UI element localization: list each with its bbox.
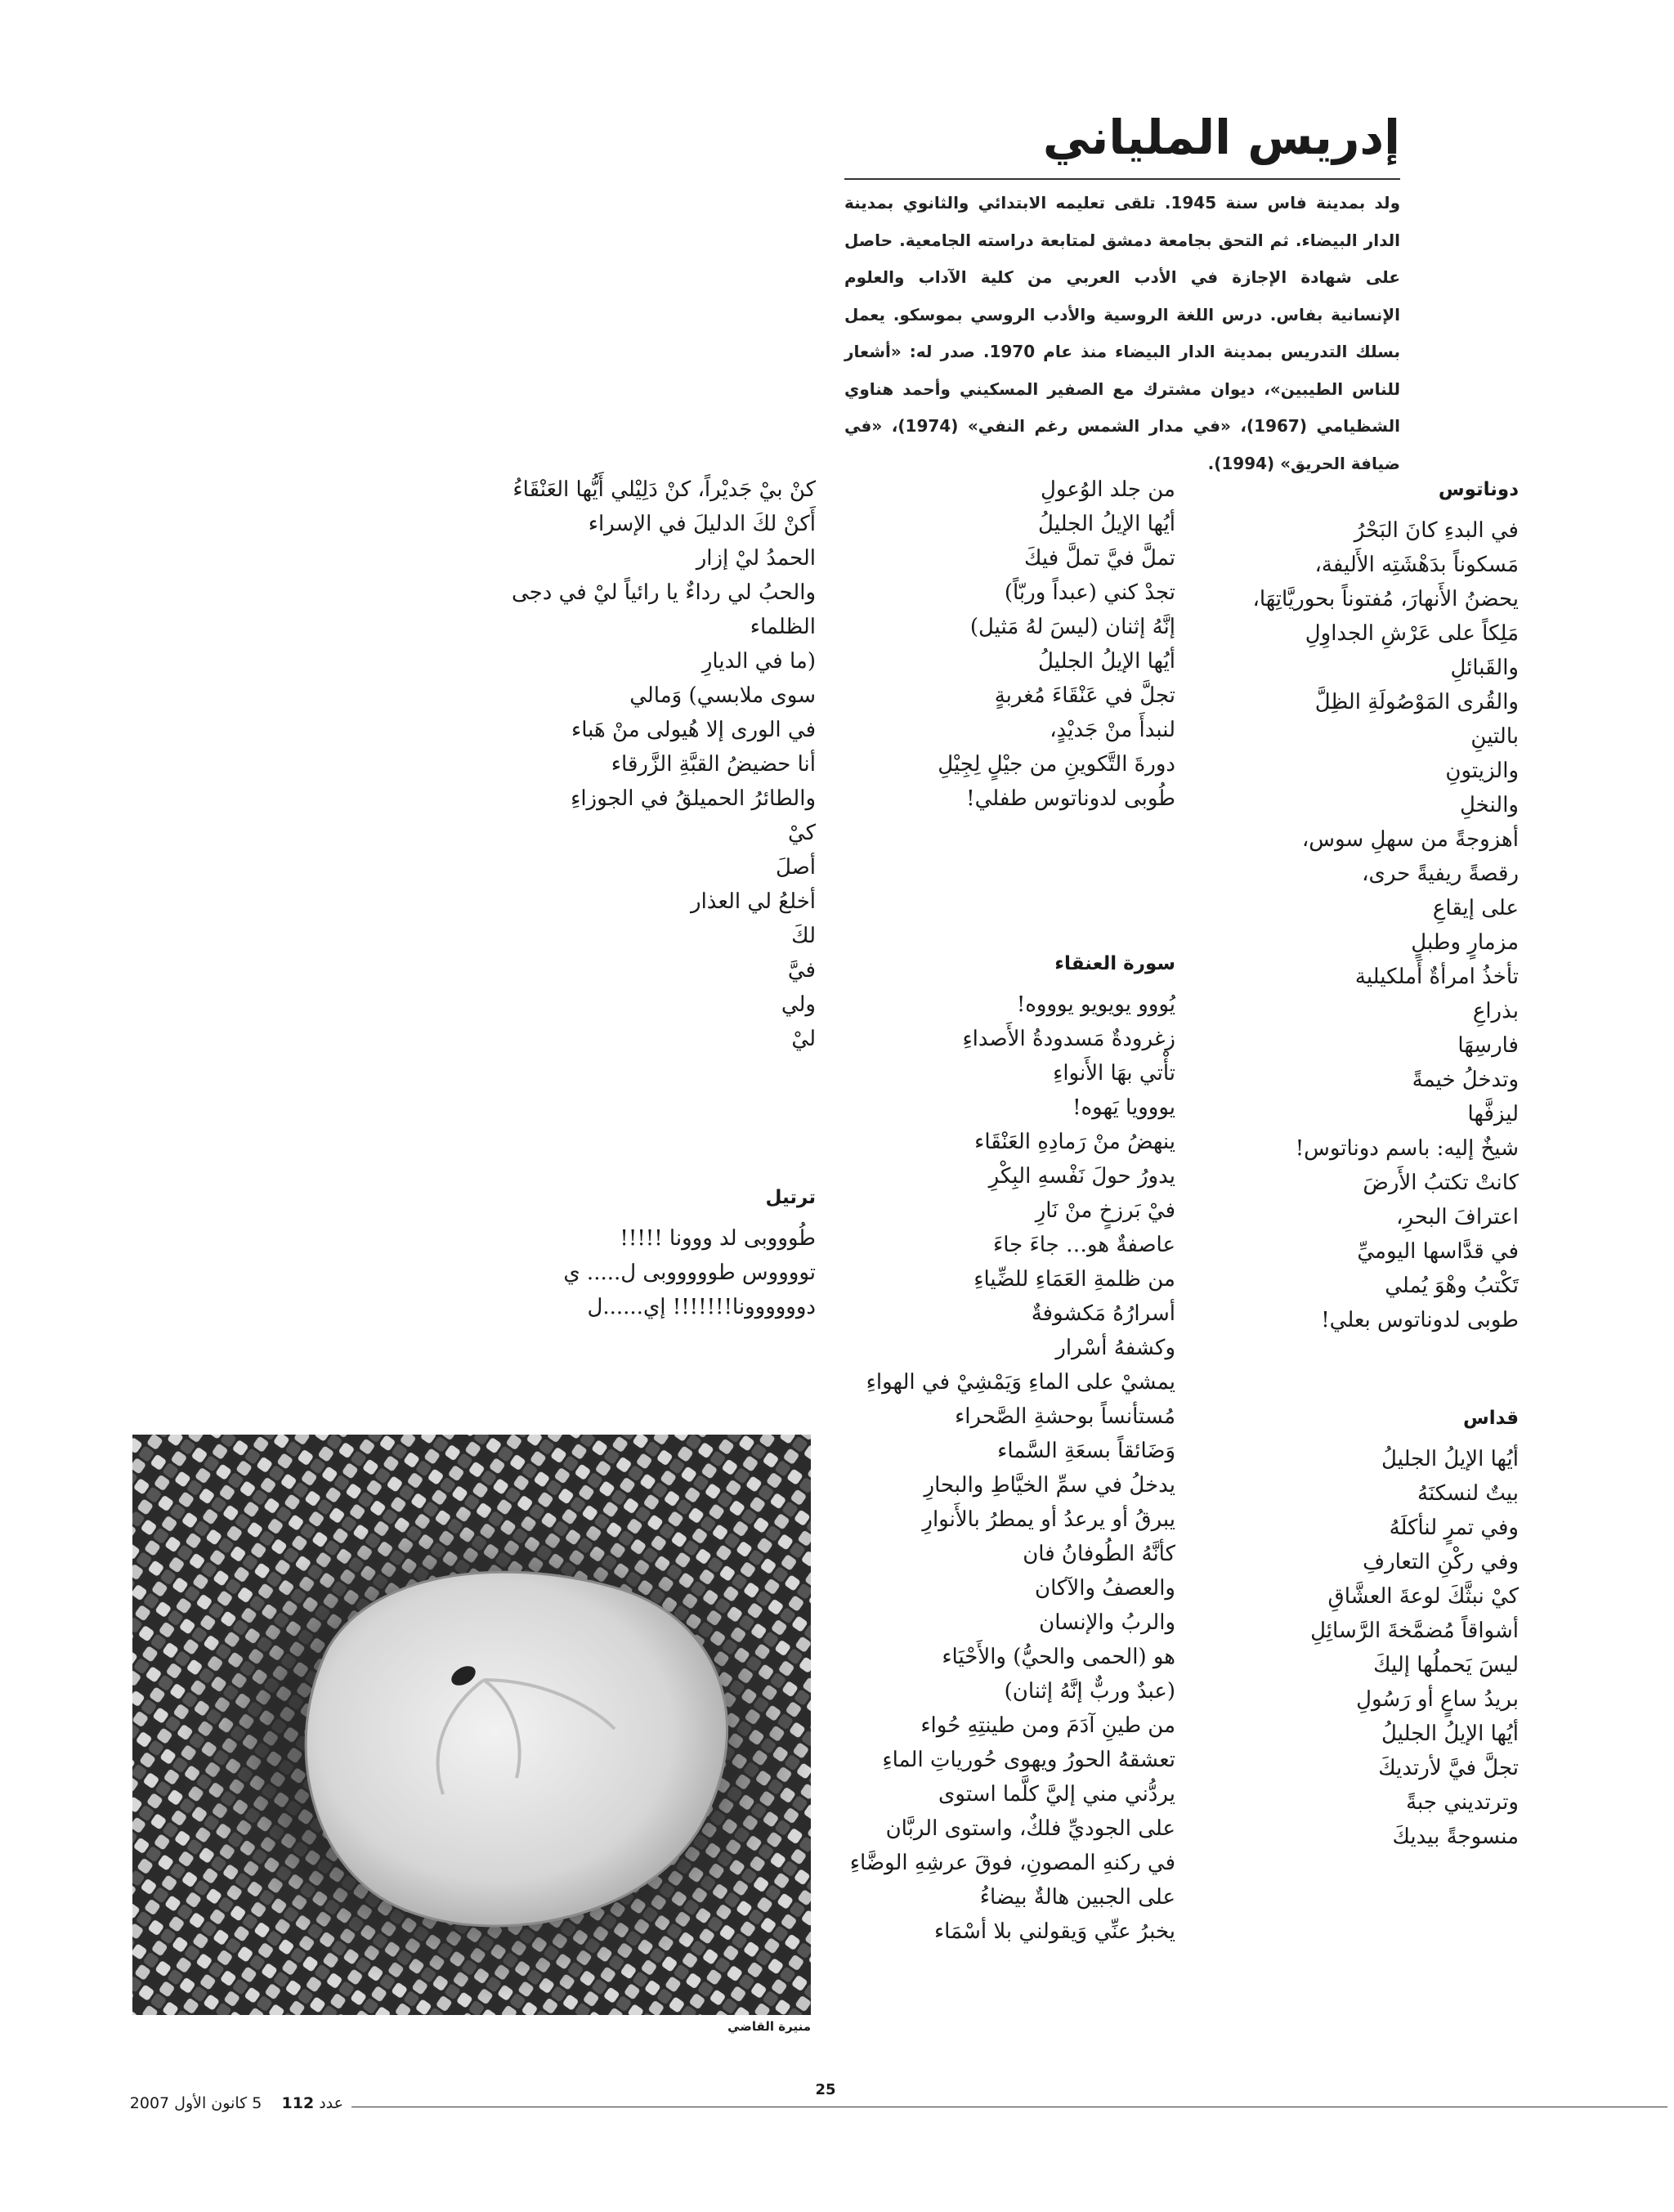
poem-line: أخلعُ لي العذار [691, 889, 816, 914]
poem-line: إنَّهُ إثنان (ليسَ لهُ مَثيل) [969, 615, 1175, 639]
poem-line: أيُها الإيلُ الجليلُ [1381, 1722, 1519, 1746]
poem-line: والقَبائلِ [1450, 656, 1519, 680]
poem-donatus [1252, 513, 1519, 1337]
poem-line: بذراعِ [1472, 999, 1519, 1023]
poem-line: أصلَ [776, 855, 816, 880]
poem-line: من ظلمةِ العَمَاءِ للضِّياءِ [974, 1267, 1175, 1292]
poem-line: مَسكوناً بدَهْشَتِه الأَليفة، [1314, 553, 1519, 577]
poem-line: تملَّ فيَّ تملَّ فيكَ [1024, 546, 1175, 571]
poem-line: هو (الحمى والحيُّ) والأَحْيَاء [942, 1645, 1175, 1669]
author-name: إدريس الملياني [1042, 110, 1400, 165]
poem-line: في قدَّاسها اليوميِّ [1357, 1239, 1519, 1264]
poem-line: وفي تمرٍ لنأكلَهُ [1389, 1516, 1519, 1540]
poem-line: مُستأنساً بوحشةِ الصَّحراء [955, 1404, 1175, 1429]
poem-line: والنخلِ [1459, 793, 1519, 817]
poem-line: ولي [781, 992, 816, 1017]
poem-line: دورةَ التَّكوينِ من جيْلٍ لِجِيْلِ [938, 752, 1175, 777]
poem-line: فيَّ [787, 958, 816, 983]
issue-info [131, 2094, 343, 2112]
poem-line: والطائرُ الحميلقُ في الجوزاءِ [571, 786, 816, 811]
issue-number: 112 [281, 2094, 315, 2112]
poem-line: اعترافَ البحرِ، [1396, 1205, 1519, 1229]
poem-line: والربُ والإنسان [1039, 1610, 1175, 1635]
poem-line: مَلِكاً على عَرْشِ الجداوِلِ [1305, 621, 1519, 646]
poem-line: تأْتي بهَا الأَنواءِ [1053, 1061, 1175, 1086]
poem-line: وكشفهُ أسْرار [1055, 1336, 1175, 1360]
poem-line: من جلد الوُعولِ [1041, 477, 1175, 502]
poem-line: في الورى إلا هُيولى منْ هَباء [571, 718, 816, 742]
issue-date: 5 كانون الأول 2007 [129, 2094, 262, 2112]
poem-line: بريدُ ساعٍ أو رَسُولِ [1356, 1687, 1519, 1712]
poem-title-mass: قداس [1463, 1408, 1519, 1429]
artwork-caption: منيرة القاضي [727, 2019, 811, 2034]
poem-line: طوبى لدوناتوس بعلي! [1321, 1308, 1519, 1332]
poem-line: يووويا يَهوه! [1072, 1095, 1175, 1120]
poem-line: فارسِهَا [1457, 1033, 1519, 1058]
issue-label: عدد [319, 2094, 343, 2112]
poem-line: كيْ [787, 821, 816, 845]
poem-line: تووووس طوووووبى ل..... ي [563, 1260, 816, 1285]
artwork-illustration [132, 1435, 811, 2015]
poem-line: يدخلُ في سمِّ الخيَّاطِ والبحارِ [924, 1473, 1175, 1498]
poem-line: (ما في الديارِ [701, 649, 816, 674]
poem-column-middle [849, 472, 1175, 1949]
poem-line: ليزفَّها [1467, 1102, 1519, 1126]
poem-line: على إيقاعِ [1432, 896, 1519, 920]
poem-line: كنْ بيْ جَديْراً، كنْ دَلِيْلي أَيُّها العَنْقَاءُ [512, 477, 816, 502]
poem-line: (عبدٌ وربٌّ إنَّهُ إثنان) [1004, 1679, 1175, 1704]
poem-column-right [1252, 472, 1519, 1854]
poem-title-chant: ترتيل [765, 1187, 816, 1208]
poem-line: أَكنْ لكَ الدليلَ في الإسراء [588, 512, 816, 536]
poem-guide [489, 472, 816, 1056]
poem-line: طُوبى لدوناتوس طفلي! [966, 786, 1175, 811]
poem-line: كانتْ تكتبُ الأَرضَ [1363, 1171, 1519, 1195]
poem-line: تعشقهُ الحورُ ويهوى حُورياتِ الماءِ [882, 1748, 1175, 1772]
poem-line: وَضَائقاً بسعَةِ السَّماء [997, 1439, 1175, 1463]
poem-line: والعصفُ والآكان [1035, 1576, 1175, 1601]
poem-line: والقُرى المَوْصُولَةِ الظِلَّ [1314, 690, 1519, 714]
poem-line: أنا حضيضُ القبَّةِ الزَّرقاء [611, 752, 816, 777]
poem-line: في البدءِ كانَ البَحْرُ [1354, 518, 1519, 543]
poem-title-anqa: سورة العنقاء [1054, 953, 1175, 974]
poem-line: أيُها الإيلُ الجليلُ [1381, 1447, 1519, 1471]
poem-chant [489, 1221, 816, 1324]
poem-line: وفي ركْنِ التعارفِ [1363, 1550, 1519, 1574]
poem-line: سوى ملابسي) وَمالي [629, 683, 816, 708]
poem-line: يبرقُ أو يرعدُ أو يمطرُ بالأَنوارِ [922, 1507, 1175, 1532]
poem-line: تَكْتبُ وهْوَ يُملي [1385, 1274, 1519, 1298]
poem-line: من طينِ آدَمَ ومن طينتِهِ حُواء [920, 1713, 1175, 1738]
poem-line: والزيتونِ [1445, 759, 1519, 783]
poem-line: منسوجةً بيديكَ [1392, 1825, 1519, 1849]
poem-line: يدورُ حولَ نَفْسهِ البِكْرِ [988, 1164, 1175, 1189]
poem-line: يحضنُ الأَنهارَ، مُفتوناً بحوريَّاتِهَا، [1252, 587, 1519, 611]
poem-line: طُوووبى لد ووونا !!!!! [620, 1226, 816, 1251]
poem-line: بيتٌ لنسكنَهُ [1417, 1481, 1519, 1506]
poem-line: زغرودةٌ مَسدودةُ الأَصداءِ [962, 1027, 1175, 1051]
poem-column-left [489, 472, 816, 1324]
poem-line: لكَ [791, 924, 816, 948]
poem-skin [922, 472, 1175, 816]
poem-line: تجلَّ فيَّ لأرتديكَ [1378, 1756, 1519, 1780]
poem-line: عاصفةٌ هو… جاءَ جاءَ [993, 1233, 1175, 1257]
poem-line: دوووووونا!!!!!!! إي......ل [587, 1295, 816, 1319]
poem-line: ينهضُ منْ رَمادِهِ العَنْقَاء [974, 1130, 1175, 1154]
poem-line: يُووو يويويو يوووه! [1016, 992, 1175, 1017]
poem-line: أهزوجةً من سهلِ سوس، [1301, 827, 1519, 852]
poem-line: فيْ بَرزخٍ منْ نَارِ [1035, 1198, 1175, 1223]
poem-line: بالتينِ [1470, 724, 1519, 749]
poem-line: كأنَّهُ الطُوفانُ فان [1023, 1542, 1175, 1566]
page-number: 25 [815, 2081, 836, 2098]
poem-line: تأخذُ امرأةٌ أَملكيلية [1354, 965, 1519, 989]
poem-mass [1273, 1442, 1519, 1854]
header-rule [844, 178, 1400, 180]
poem-line: الحمدُ ليْ إزار [696, 546, 816, 571]
poem-line: ليسَ يَحملُها إليكَ [1373, 1653, 1519, 1677]
poem-line: يخبرُ عنِّي وَيقولني بلا أسْمَاء [933, 1919, 1175, 1944]
poem-line: وتدخلُ خيمةً [1412, 1068, 1519, 1092]
poem-line: وترتديني جبةً [1406, 1790, 1519, 1815]
poem-line: لنبدأَ منْ جَديْدٍ، [1050, 718, 1175, 742]
poem-line: كيْ نبثَّكَ لوعةَ العشَّاقِ [1327, 1584, 1519, 1609]
poem-line: يردُّني مني إليَّ كلَّما استوى [938, 1782, 1175, 1807]
poem-line: أيُها الإيلُ الجليلُ [1038, 512, 1175, 536]
poem-line: رقصةً ريفيةً حرى، [1362, 862, 1519, 886]
poem-line: في ركنهِ المصونِ، فوقَ عرشِهِ الوضَّاءِ [849, 1851, 1175, 1875]
author-bio: ولد بمدينة فاس سنة 1945. تلقى تعليمه الابتدائي والثانوي بمدينة الدار البيضاء. ثم التحق بجامعة دمشق لمتابعة دراسته الجامعية. حاصل على شهادة الإجازة في الأدب العربي من كلية الآداب والعلوم الإنسانية بفاس. درس اللغة الروسية والأدب الروسي بموسكو. يعمل بسلك التدريس بمدينة الدار البيضاء منذ عام 1970. صدر له: «أشعار للناس الطيبين»، ديوان مشترك مع الصفير المسكيني وأحمد هناوي الشظيامي (1967)، «في مدار الشمس رغم النفي» (1974)، «في ضيافة الحريق» (1994). [844, 193, 1401, 473]
poem-line: على الجبين هالةٌ بيضاءُ [979, 1885, 1175, 1910]
poem-line: أيُها الإيلُ الجليلُ [1038, 649, 1175, 674]
poem-line: يمشيْ على الماءِ وَيَمْشِيْ في الهواءِ [866, 1370, 1175, 1395]
poem-line: شيخٌ إليه: باسم دوناتوس! [1295, 1136, 1519, 1161]
poem-line: تجلَّ في عَنْقَاءَ مُغربةٍ [994, 683, 1175, 708]
artwork-image [132, 1435, 811, 2015]
poem-line: والحبُ لي رداءٌ يا رائياً ليْ في دجى الظلماء [512, 580, 816, 639]
poem-line: ليْ [791, 1027, 816, 1051]
poem-title-donatus: دوناتوس [1438, 479, 1519, 500]
poem-line: على الجوديِّ فلكٌ، واستوى الربَّان [885, 1816, 1175, 1841]
poem-anqa [849, 987, 1175, 1949]
poem-line: أسرارُهُ مَكشوفةٌ [1031, 1301, 1175, 1326]
poem-line: أشواقاً مُضمَّخةَ الرَّسائِلِ [1310, 1619, 1519, 1643]
poem-line: مزمارٍ وطبلٍ [1411, 930, 1519, 955]
poem-line: تجدْ كني (عبداً وربّاً) [1004, 580, 1175, 605]
